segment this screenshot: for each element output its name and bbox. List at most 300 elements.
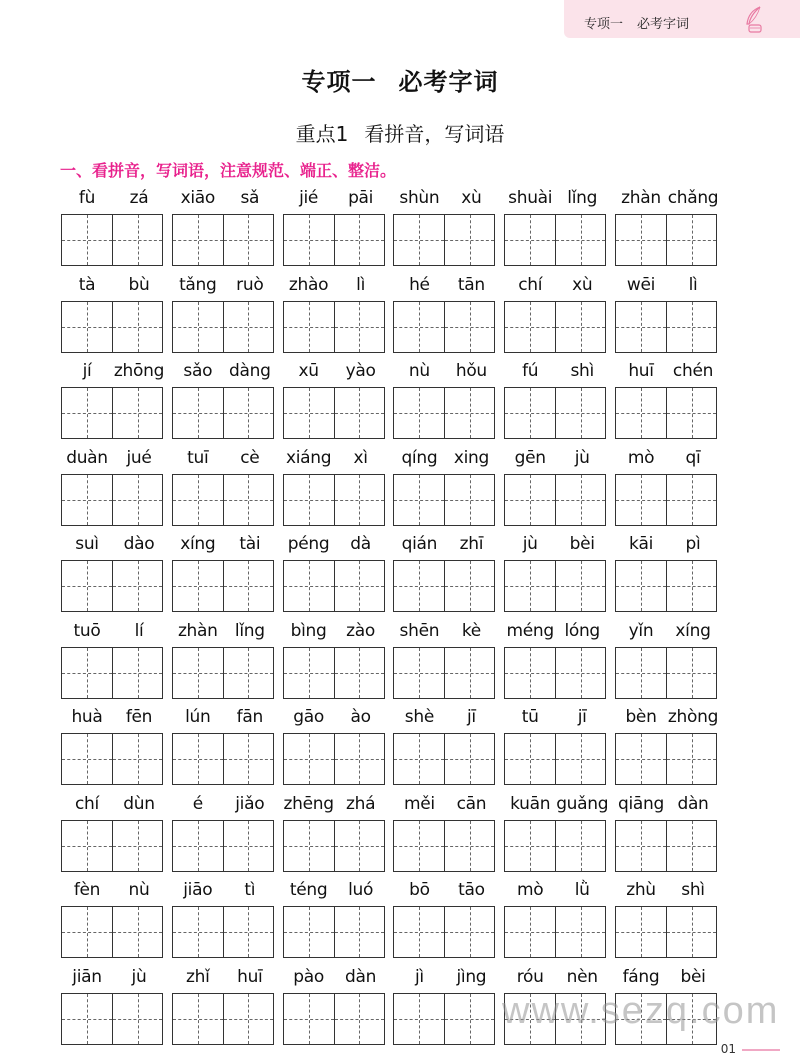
- pinyin-syllable: shuài: [508, 188, 553, 208]
- writing-boxes: [172, 214, 274, 266]
- character-cell[interactable]: [616, 734, 666, 784]
- character-cell[interactable]: [616, 388, 666, 438]
- page-title: [0, 62, 800, 97]
- character-cell[interactable]: [173, 734, 223, 784]
- pinyin-syllable: jié: [299, 188, 319, 208]
- character-cell[interactable]: [112, 994, 162, 1044]
- writing-boxes: [283, 301, 385, 353]
- pinyin-syllable: qiāng: [618, 793, 664, 814]
- character-cell[interactable]: [173, 388, 223, 438]
- feather-ink-icon: [742, 6, 764, 34]
- header-text: [584, 13, 689, 32]
- character-cell[interactable]: [112, 734, 162, 784]
- pinyin-syllable: guǎng: [556, 793, 609, 814]
- pinyin-syllable: nù: [408, 361, 430, 381]
- pinyin-syllable: chǎng: [667, 188, 719, 208]
- word-item: [61, 361, 165, 441]
- writing-boxes: [393, 214, 495, 266]
- writing-boxes: [393, 301, 495, 353]
- section-label: 重点1: [295, 122, 349, 146]
- pinyin-syllable: é: [192, 793, 203, 814]
- character-cell[interactable]: [394, 388, 444, 438]
- character-cell[interactable]: [555, 734, 605, 784]
- character-cell[interactable]: [394, 561, 444, 611]
- character-cell[interactable]: [62, 561, 112, 611]
- word-item: [504, 880, 608, 960]
- word-item: [172, 361, 276, 441]
- pinyin-syllable: cān: [456, 793, 487, 814]
- character-cell[interactable]: [555, 302, 605, 352]
- character-cell[interactable]: [505, 388, 555, 438]
- character-cell[interactable]: [334, 821, 384, 871]
- character-cell[interactable]: [666, 388, 716, 438]
- pinyin-syllable: dàn: [677, 793, 709, 814]
- character-cell[interactable]: [112, 648, 162, 698]
- character-cell[interactable]: [223, 388, 273, 438]
- pinyin-syllable: lǐng: [567, 188, 598, 208]
- word-item: [283, 880, 387, 960]
- pinyin-syllable: xiáng: [285, 447, 332, 468]
- writing-boxes: [172, 906, 274, 958]
- pinyin-syllable: fú: [522, 361, 539, 381]
- character-cell[interactable]: [284, 907, 334, 957]
- character-cell[interactable]: [112, 907, 162, 957]
- word-item: [615, 275, 719, 355]
- writing-boxes: [283, 560, 385, 612]
- pinyin-syllable: shùn: [399, 188, 440, 208]
- writing-boxes: [504, 820, 606, 872]
- character-cell[interactable]: [112, 561, 162, 611]
- character-cell[interactable]: [223, 907, 273, 957]
- word-item: [504, 534, 608, 614]
- pinyin-syllable: sǎo: [183, 361, 213, 381]
- character-cell[interactable]: [394, 648, 444, 698]
- pinyin-syllable: fáng: [622, 966, 660, 987]
- pinyin-syllable: téng: [289, 880, 328, 900]
- character-cell[interactable]: [505, 648, 555, 698]
- pinyin-syllable: pāi: [348, 188, 374, 208]
- character-cell[interactable]: [223, 648, 273, 698]
- word-item: [172, 880, 276, 960]
- pinyin-syllable: zá: [129, 188, 149, 208]
- word-item: [615, 794, 719, 874]
- character-cell[interactable]: [616, 648, 666, 698]
- writing-boxes: [615, 647, 717, 699]
- character-cell[interactable]: [223, 302, 273, 352]
- character-cell[interactable]: [223, 994, 273, 1044]
- character-cell[interactable]: [334, 648, 384, 698]
- word-item: [283, 621, 387, 701]
- character-cell[interactable]: [616, 475, 666, 525]
- character-cell[interactable]: [616, 302, 666, 352]
- word-item: [615, 361, 719, 441]
- pinyin-syllable: tuō: [73, 620, 101, 641]
- section-title: [0, 118, 800, 147]
- pinyin-syllable: lǐng: [234, 620, 265, 641]
- word-item: [283, 534, 387, 614]
- writing-boxes: [504, 733, 606, 785]
- character-cell[interactable]: [334, 388, 384, 438]
- writing-boxes: [283, 993, 385, 1045]
- pinyin-syllable: tuī: [187, 447, 209, 468]
- character-cell[interactable]: [666, 907, 716, 957]
- word-item: [172, 448, 276, 528]
- character-cell[interactable]: [666, 648, 716, 698]
- pinyin-syllable: tāo: [458, 880, 485, 900]
- writing-boxes: [172, 647, 274, 699]
- character-cell[interactable]: [173, 561, 223, 611]
- word-item: [393, 188, 497, 268]
- character-cell[interactable]: [223, 561, 273, 611]
- header-section-title: 必考字词: [637, 17, 690, 32]
- character-cell[interactable]: [284, 734, 334, 784]
- character-cell[interactable]: [112, 388, 162, 438]
- word-row: [0, 361, 800, 441]
- character-cell[interactable]: [444, 388, 494, 438]
- pinyin-syllable: kāi: [628, 534, 654, 554]
- writing-boxes: [393, 474, 495, 526]
- character-cell[interactable]: [505, 302, 555, 352]
- pinyin-syllable: gēn: [514, 447, 546, 468]
- pinyin-syllable: mò: [627, 447, 655, 468]
- pinyin-syllable: hǒu: [455, 361, 487, 381]
- character-cell[interactable]: [444, 994, 494, 1044]
- character-cell[interactable]: [505, 215, 555, 265]
- character-cell[interactable]: [173, 821, 223, 871]
- word-item: [172, 967, 276, 1047]
- pinyin-syllable: kè: [461, 620, 481, 641]
- character-cell[interactable]: [62, 734, 112, 784]
- character-cell[interactable]: [666, 215, 716, 265]
- word-item: [61, 967, 165, 1047]
- pinyin-syllable: jì: [414, 966, 424, 987]
- character-cell[interactable]: [444, 648, 494, 698]
- writing-boxes: [504, 906, 606, 958]
- pinyin-syllable: zhǐ: [186, 966, 210, 987]
- pinyin-syllable: xíng: [180, 534, 216, 554]
- word-item: [615, 188, 719, 268]
- word-item: [615, 534, 719, 614]
- word-row: [0, 621, 800, 701]
- pinyin-syllable: jiǎo: [235, 793, 265, 814]
- character-cell[interactable]: [112, 475, 162, 525]
- character-cell[interactable]: [173, 475, 223, 525]
- pinyin-syllable: jù: [574, 447, 590, 468]
- character-cell[interactable]: [394, 302, 444, 352]
- word-row: [0, 448, 800, 528]
- pinyin-syllable: zhòng: [667, 707, 719, 727]
- pinyin-syllable: suì: [75, 534, 99, 554]
- character-cell[interactable]: [223, 734, 273, 784]
- word-item: [283, 275, 387, 355]
- character-cell[interactable]: [334, 475, 384, 525]
- pinyin-syllable: xing: [453, 447, 489, 468]
- word-item: [615, 707, 719, 787]
- character-cell[interactable]: [173, 302, 223, 352]
- pinyin-syllable: jìng: [456, 966, 487, 987]
- pinyin-syllable: tì: [244, 880, 256, 900]
- pinyin-syllable: xū: [298, 361, 319, 381]
- word-item: [615, 448, 719, 528]
- pinyin-syllable: xù: [572, 274, 593, 295]
- word-item: [393, 361, 497, 441]
- character-cell[interactable]: [666, 734, 716, 784]
- writing-boxes: [61, 560, 163, 612]
- character-cell[interactable]: [334, 215, 384, 265]
- pinyin-syllable: jí: [82, 361, 92, 381]
- character-cell[interactable]: [173, 648, 223, 698]
- pinyin-syllable: qī: [685, 447, 701, 468]
- pinyin-syllable: huī: [237, 966, 263, 987]
- pinyin-syllable: fèn: [73, 880, 101, 900]
- character-cell[interactable]: [555, 821, 605, 871]
- word-item: [615, 621, 719, 701]
- writing-boxes: [61, 993, 163, 1045]
- character-cell[interactable]: [112, 215, 162, 265]
- pinyin-syllable: bō: [409, 880, 430, 900]
- character-cell[interactable]: [62, 907, 112, 957]
- pinyin-syllable: chén: [672, 361, 714, 381]
- writing-boxes: [283, 906, 385, 958]
- writing-boxes: [393, 820, 495, 872]
- character-cell[interactable]: [334, 561, 384, 611]
- word-row: [0, 880, 800, 960]
- writing-boxes: [504, 560, 606, 612]
- pinyin-syllable: dà: [350, 534, 371, 554]
- pinyin-syllable: zhù: [626, 880, 656, 900]
- character-cell[interactable]: [173, 907, 223, 957]
- writing-boxes: [61, 820, 163, 872]
- pinyin-syllable: zào: [346, 620, 376, 641]
- character-cell[interactable]: [555, 648, 605, 698]
- pinyin-syllable: tài: [239, 534, 261, 554]
- pinyin-syllable: dàng: [229, 361, 271, 381]
- pinyin-syllable: shēn: [399, 620, 440, 641]
- word-item: [615, 880, 719, 960]
- pinyin-syllable: bèi: [569, 534, 595, 554]
- character-cell[interactable]: [62, 648, 112, 698]
- watermark: www.sezq.com: [502, 990, 780, 1032]
- pinyin-syllable: mò: [517, 880, 544, 900]
- character-cell[interactable]: [616, 215, 666, 265]
- pinyin-syllable: qián: [401, 534, 438, 554]
- character-cell[interactable]: [555, 561, 605, 611]
- character-cell[interactable]: [334, 907, 384, 957]
- word-item: [172, 275, 276, 355]
- word-item: [61, 275, 165, 355]
- pinyin-syllable: zhī: [459, 534, 484, 554]
- character-cell[interactable]: [284, 994, 334, 1044]
- character-cell[interactable]: [444, 734, 494, 784]
- pinyin-syllable: huī: [628, 361, 654, 381]
- word-item: [172, 707, 276, 787]
- pinyin-syllable: yǐn: [628, 620, 654, 641]
- word-item: [283, 794, 387, 874]
- character-cell[interactable]: [62, 388, 112, 438]
- header-tab: [564, 0, 800, 38]
- writing-boxes: [283, 733, 385, 785]
- word-item: [393, 534, 497, 614]
- pinyin-syllable: zhēng: [283, 793, 334, 814]
- character-cell[interactable]: [334, 302, 384, 352]
- character-cell[interactable]: [394, 475, 444, 525]
- word-item: [61, 880, 165, 960]
- pinyin-syllable: dào: [123, 534, 155, 554]
- character-cell[interactable]: [505, 821, 555, 871]
- writing-boxes: [172, 733, 274, 785]
- character-cell[interactable]: [666, 475, 716, 525]
- writing-boxes: [172, 474, 274, 526]
- pinyin-syllable: xì: [353, 447, 368, 468]
- character-cell[interactable]: [555, 215, 605, 265]
- word-row: [0, 534, 800, 614]
- word-item: [393, 967, 497, 1047]
- pinyin-syllable: fù: [78, 188, 96, 208]
- pinyin-syllable: tà: [78, 274, 96, 295]
- word-item: [61, 534, 165, 614]
- character-cell[interactable]: [112, 302, 162, 352]
- pinyin-syllable: jī: [577, 707, 587, 727]
- character-cell[interactable]: [616, 821, 666, 871]
- character-cell[interactable]: [284, 302, 334, 352]
- writing-boxes: [615, 820, 717, 872]
- page-title-text: 必考字词: [398, 68, 499, 96]
- character-cell[interactable]: [444, 215, 494, 265]
- pinyin-syllable: zhào: [288, 274, 329, 295]
- word-item: [61, 621, 165, 701]
- character-cell[interactable]: [62, 475, 112, 525]
- writing-boxes: [283, 474, 385, 526]
- writing-boxes: [615, 474, 717, 526]
- word-row: [0, 794, 800, 874]
- character-cell[interactable]: [223, 475, 273, 525]
- writing-boxes: [283, 214, 385, 266]
- page-title-label: 专项一: [301, 68, 377, 96]
- writing-boxes: [615, 733, 717, 785]
- pinyin-syllable: měi: [403, 793, 435, 814]
- character-cell[interactable]: [62, 994, 112, 1044]
- character-cell[interactable]: [505, 561, 555, 611]
- pinyin-syllable: sǎ: [240, 188, 260, 208]
- pinyin-syllable: zhōng: [113, 361, 165, 381]
- pinyin-syllable: jī: [466, 707, 476, 727]
- page-number: 01: [720, 1042, 736, 1056]
- pinyin-syllable: fān: [236, 707, 263, 727]
- word-item: [393, 621, 497, 701]
- page-number-decoration: [742, 1049, 780, 1051]
- character-cell[interactable]: [505, 907, 555, 957]
- character-cell[interactable]: [444, 475, 494, 525]
- character-cell[interactable]: [173, 215, 223, 265]
- pinyin-syllable: nèn: [566, 966, 598, 987]
- writing-boxes: [61, 301, 163, 353]
- pinyin-syllable: wēi: [626, 274, 656, 295]
- writing-boxes: [172, 560, 274, 612]
- pinyin-syllable: shè: [404, 707, 434, 727]
- character-cell[interactable]: [505, 734, 555, 784]
- character-cell[interactable]: [444, 821, 494, 871]
- character-cell[interactable]: [444, 302, 494, 352]
- pinyin-syllable: dàn: [345, 966, 377, 987]
- character-cell[interactable]: [666, 302, 716, 352]
- character-cell[interactable]: [284, 561, 334, 611]
- pinyin-syllable: bèn: [625, 707, 657, 727]
- character-cell[interactable]: [62, 215, 112, 265]
- character-cell[interactable]: [62, 302, 112, 352]
- pinyin-syllable: hé: [409, 274, 430, 295]
- character-cell[interactable]: [555, 388, 605, 438]
- pinyin-syllable: lóng: [564, 620, 600, 641]
- character-cell[interactable]: [394, 994, 444, 1044]
- pinyin-syllable: luó: [348, 880, 374, 900]
- character-cell[interactable]: [223, 215, 273, 265]
- writing-boxes: [283, 820, 385, 872]
- word-item: [504, 275, 608, 355]
- pinyin-syllable: zhàn: [621, 188, 661, 208]
- character-cell[interactable]: [284, 648, 334, 698]
- pinyin-syllable: lì: [356, 274, 366, 295]
- character-cell[interactable]: [334, 994, 384, 1044]
- pinyin-syllable: méng: [506, 620, 554, 641]
- writing-boxes: [393, 733, 495, 785]
- character-cell[interactable]: [666, 561, 716, 611]
- pinyin-syllable: zhá: [345, 793, 376, 814]
- character-cell[interactable]: [505, 475, 555, 525]
- character-cell[interactable]: [394, 734, 444, 784]
- character-cell[interactable]: [284, 821, 334, 871]
- character-cell[interactable]: [555, 907, 605, 957]
- character-cell[interactable]: [555, 475, 605, 525]
- character-cell[interactable]: [616, 907, 666, 957]
- character-cell[interactable]: [223, 821, 273, 871]
- character-cell[interactable]: [284, 475, 334, 525]
- character-cell[interactable]: [284, 388, 334, 438]
- word-item: [504, 188, 608, 268]
- writing-boxes: [393, 906, 495, 958]
- character-cell[interactable]: [394, 215, 444, 265]
- writing-boxes: [504, 647, 606, 699]
- character-cell[interactable]: [394, 821, 444, 871]
- pinyin-syllable: huà: [71, 707, 103, 727]
- pinyin-syllable: ào: [350, 707, 371, 727]
- character-cell[interactable]: [444, 907, 494, 957]
- pinyin-syllable: cè: [240, 447, 260, 468]
- character-cell[interactable]: [444, 561, 494, 611]
- writing-boxes: [283, 647, 385, 699]
- word-item: [393, 880, 497, 960]
- writing-boxes: [61, 387, 163, 439]
- writing-boxes: [393, 560, 495, 612]
- character-cell[interactable]: [173, 994, 223, 1044]
- word-item: [61, 707, 165, 787]
- character-cell[interactable]: [616, 561, 666, 611]
- word-item: [504, 707, 608, 787]
- character-cell[interactable]: [112, 821, 162, 871]
- pinyin-syllable: lì: [688, 274, 698, 295]
- pinyin-syllable: fēn: [125, 707, 153, 727]
- pinyin-syllable: róu: [516, 966, 544, 987]
- word-item: [504, 794, 608, 874]
- writing-boxes: [61, 214, 163, 266]
- character-cell[interactable]: [284, 215, 334, 265]
- character-cell[interactable]: [666, 821, 716, 871]
- pinyin-syllable: tǎng: [179, 274, 217, 295]
- character-cell[interactable]: [394, 907, 444, 957]
- character-cell[interactable]: [334, 734, 384, 784]
- character-cell[interactable]: [62, 821, 112, 871]
- pinyin-syllable: chí: [75, 793, 99, 814]
- word-item: [172, 794, 276, 874]
